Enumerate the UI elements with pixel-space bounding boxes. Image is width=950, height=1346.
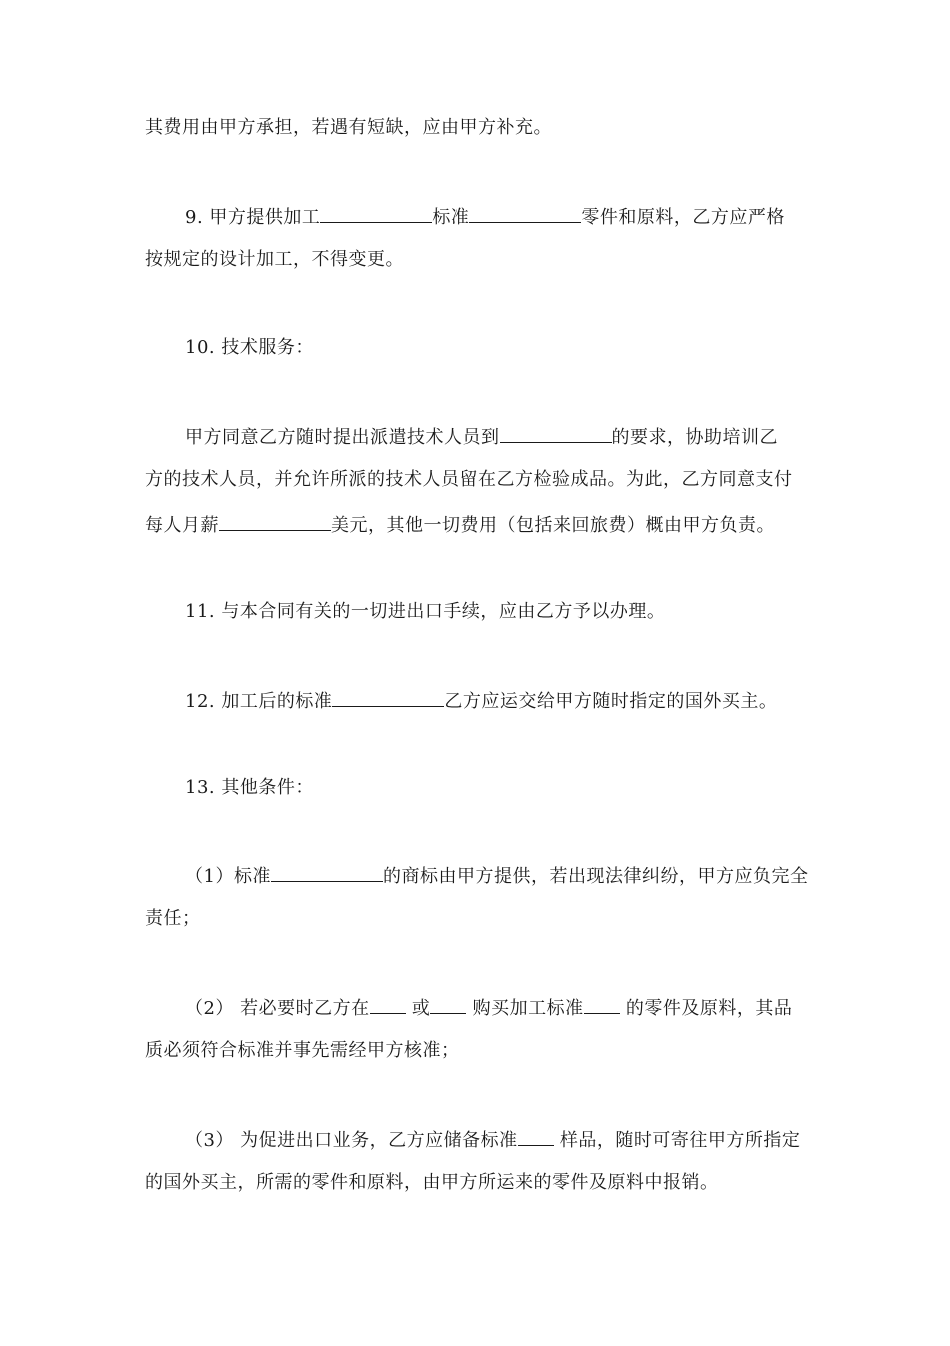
fill-blank: [469, 204, 581, 223]
clause-12: [185, 688, 777, 714]
clause-13-item-1-line-2: [145, 907, 201, 931]
text-segment: 的商标由甲方提供，若出现法律纠纷，甲方应负完全: [382, 866, 809, 887]
text-line: 质必须符合标准并事先需经甲方核准；: [145, 1040, 460, 1061]
text-segment: 9. 甲方提供加工: [185, 207, 321, 228]
text-segment: 或: [405, 998, 431, 1019]
text-segment: 的零件及原料，其品: [619, 998, 793, 1019]
text-line: 按规定的设计加工，不得变更。: [145, 249, 404, 270]
text-segment: （1）标准: [185, 866, 271, 887]
clause-13-item-3-line-2: [145, 1171, 719, 1195]
clause-13-item-1-line-1: [185, 863, 808, 889]
text-line: 其费用由甲方承担，若遇有短缺，应由甲方补充。: [145, 117, 552, 138]
text-segment: 标准: [432, 207, 470, 228]
text-segment: 购买加工标准: [466, 998, 584, 1019]
text-segment: 的要求，协助培训乙: [611, 427, 778, 448]
text-segment: （3） 为促进出口业务，乙方应储备标准: [185, 1130, 518, 1151]
fill-blank: [332, 688, 444, 707]
text-line: 的国外买主，所需的零件和原料，由甲方所运来的零件及原料中报销。: [145, 1172, 719, 1193]
fill-blank: [370, 995, 406, 1014]
text-segment: 每人月薪: [145, 515, 219, 536]
fill-blank: [271, 863, 383, 882]
fill-blank: [584, 995, 620, 1014]
fill-blank: [430, 995, 466, 1014]
clause-8-continuation: [145, 116, 552, 140]
clause-9-line-2: [145, 248, 404, 272]
clause-13-title: [185, 776, 314, 800]
clause-11: [185, 600, 665, 624]
text-segment: 美元，其他一切费用（包括来回旅费）概由甲方负责。: [331, 515, 775, 536]
clause-9-line-1: [185, 204, 785, 230]
clause-10-para-line-3: [145, 512, 775, 538]
clause-10-para-line-2: [145, 468, 793, 492]
clause-10-para-line-1: [185, 424, 778, 450]
clause-13-item-3-line-1: [185, 1127, 800, 1153]
clause-13-item-2-line-1: [185, 995, 792, 1021]
fill-blank: [500, 424, 612, 443]
clause-heading: 10. 技术服务：: [185, 337, 314, 358]
fill-blank: [320, 204, 432, 223]
text-segment: 甲方同意乙方随时提出派遣技术人员到: [185, 427, 500, 448]
clause-13-item-2-line-2: [145, 1039, 460, 1063]
clause-10-title: [185, 336, 314, 360]
text-segment: 12. 加工后的标准: [185, 691, 333, 712]
fill-blank: [518, 1127, 554, 1146]
text-segment: 乙方应运交给甲方随时指定的国外买主。: [444, 691, 778, 712]
text-segment: （2） 若必要时乙方在: [185, 998, 370, 1019]
fill-blank: [219, 512, 331, 531]
text-line: 责任；: [145, 908, 201, 929]
text-line: 11. 与本合同有关的一切进出口手续，应由乙方予以办理。: [185, 601, 666, 622]
text-line: 方的技术人员，并允许所派的技术人员留在乙方检验成品。为此，乙方同意支付: [145, 469, 793, 490]
clause-heading: 13. 其他条件：: [185, 777, 314, 798]
text-segment: 样品，随时可寄往甲方所指定: [553, 1130, 801, 1151]
text-segment: 零件和原料，乙方应严格: [581, 207, 785, 228]
